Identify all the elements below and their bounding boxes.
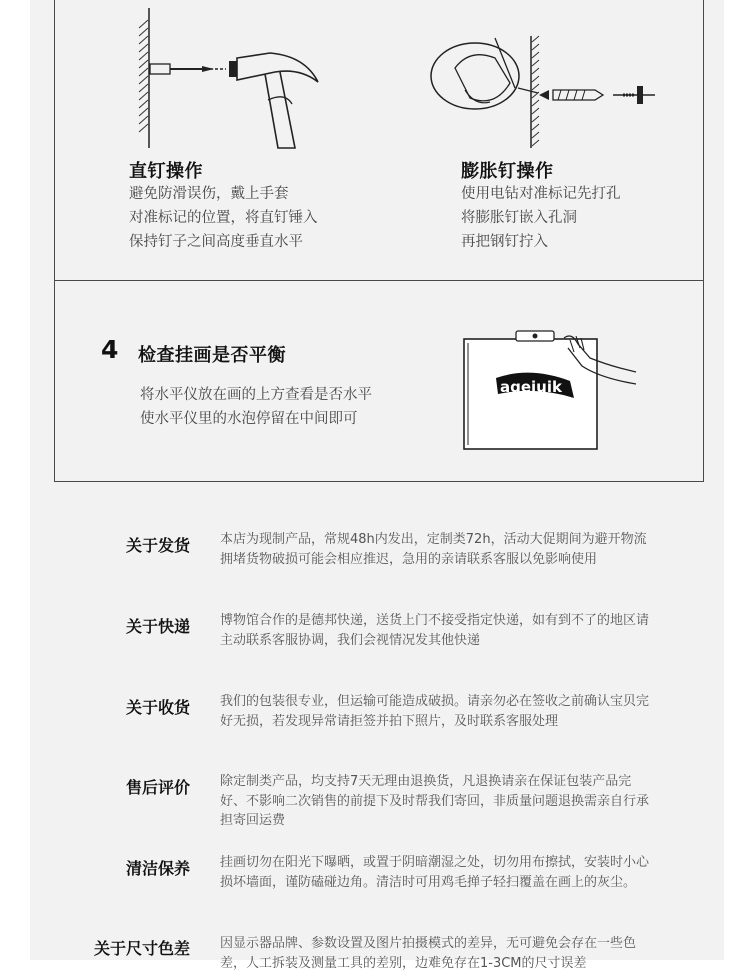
step-number: 4 xyxy=(101,335,119,364)
level-on-painting-illustration xyxy=(460,326,640,454)
hammer-nail-illustration xyxy=(130,8,330,153)
anchor-step-line-1: 使用电钻对准标记先打孔 xyxy=(461,186,621,202)
nail-step-title: 直钉操作 xyxy=(129,161,203,182)
anchor-step-line-3: 再把钢钉拧入 xyxy=(461,234,548,250)
anchor-step-line-2: 将膨胀钉嵌入孔洞 xyxy=(461,210,577,226)
notice-body: 因显示器品牌、参数设置及图片拍摄模式的差异，无可避免会存在一些色差，人工拆装及测量工具的差别，边难免存在1-3CM的尺寸误差 xyxy=(220,936,637,971)
notice-title: 清洁保养 xyxy=(125,859,190,878)
notice-body: 挂画切勿在阳光下曝晒，或置于阴暗潮湿之处，切勿用布擦拭，安装时小心损坏墙面，谨防磕碰边角。清洁时可用鸡毛掸子轻扫覆盖在画上的灰尘。 xyxy=(220,855,650,890)
notice-after-sales xyxy=(80,772,680,832)
notice-body: 本店为现制产品，常规48h内发出，定制类72h，活动大促期间为避开物流拥堵货物破损可能会相应推迟，急用的亲请联系客服以免影响使用 xyxy=(220,532,647,567)
nail-step-line-3: 保持钉子之间高度垂直水平 xyxy=(129,234,303,250)
anchor-step-title: 膨胀钉操作 xyxy=(461,161,554,182)
notice-receiving xyxy=(80,692,680,737)
notice-title: 关于尺寸色差 xyxy=(93,939,190,958)
notice-courier xyxy=(80,611,680,656)
notice-title: 售后评价 xyxy=(125,778,190,797)
notice-title: 关于快递 xyxy=(125,617,190,636)
notice-body: 博物馆合作的是德邦快递，送货上门不接受指定快递，如有到不了的地区请主动联系客服协调，我们会视情况发其他快递 xyxy=(220,613,650,648)
notice-body: 除定制类产品，均支持7天无理由退换货，凡退换请亲在保证包装产品完好、不影响二次销售的前提下及时帮我们寄回，非质量问题退换需亲自行承担寄回运费 xyxy=(220,774,650,828)
drill-anchor-illustration xyxy=(425,28,665,153)
notice-size-color xyxy=(80,934,680,971)
notice-title: 关于收货 xyxy=(125,698,190,717)
level-step-line-2: 使水平仪里的水泡停留在中间即可 xyxy=(140,411,358,427)
notice-care xyxy=(80,853,680,913)
notice-title: 关于发货 xyxy=(125,536,190,555)
nail-step-line-2: 对准标记的位置，将直钉锤入 xyxy=(129,210,318,226)
nail-step-line-1: 避免防滑误伤，戴上手套 xyxy=(129,186,289,202)
level-step-title: 检查挂画是否平衡 xyxy=(138,345,286,366)
level-step-line-1: 将水平仪放在画的上方查看是否水平 xyxy=(140,387,372,403)
artwork-lettering: ageiuik xyxy=(500,378,562,396)
notice-shipping xyxy=(80,530,680,590)
notice-body: 我们的包装很专业，但运输可能造成破损。请亲勿必在签收之前确认宝贝完好无损，若发现异常请拒签并拍下照片，及时联系客服处理 xyxy=(220,694,650,729)
